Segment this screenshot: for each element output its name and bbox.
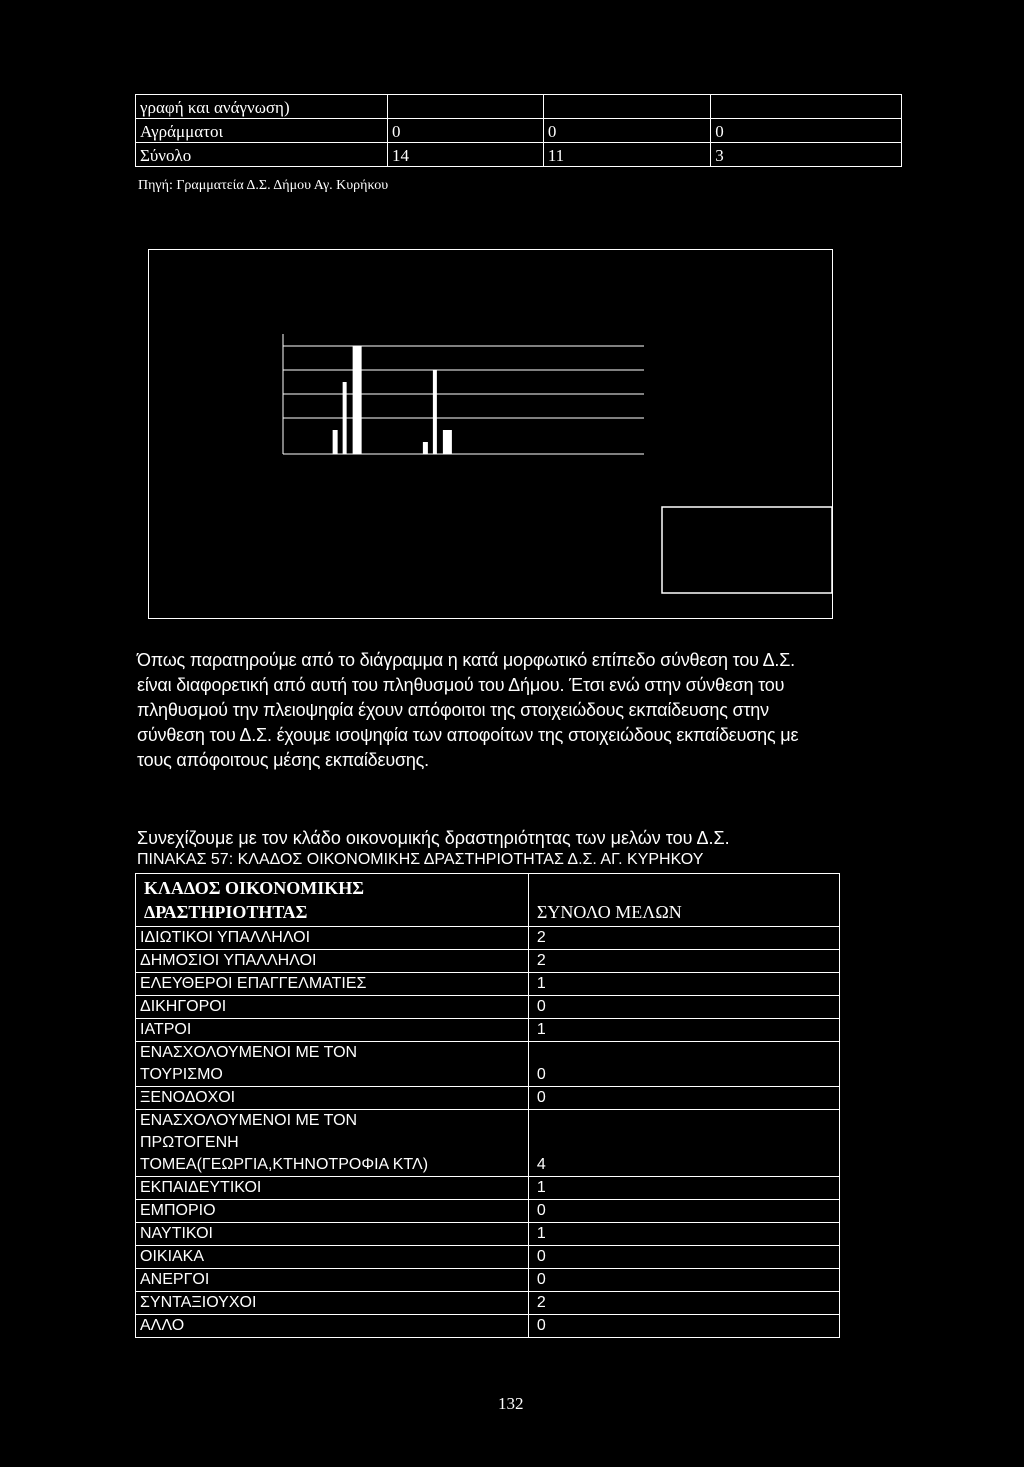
table-row — [136, 1019, 840, 1042]
chart-bar — [353, 346, 362, 454]
member-count: 1 — [528, 973, 839, 996]
paragraph-line: είναι διαφορετική από αυτή του πληθυσμού του Δήμου. Έτσι ενώ στην σύνθεση του — [137, 675, 785, 695]
row-label: Αγράμματοι — [136, 119, 388, 143]
header-activity-line1: ΚΛΑΔΟΣ ΟΙΚΟΝΟΜΙΚΗΣ — [144, 878, 365, 898]
activity-name-line: ΣΥΝΤΑΞΙΟΥΧΟΙ — [140, 1294, 257, 1311]
activity-name-line: ΙΑΤΡΟΙ — [140, 1021, 192, 1038]
activity-name — [136, 1200, 529, 1223]
activity-name-line: ΕΛΕΥΘΕΡΟΙ ΕΠΑΓΓΕΛΜΑΤΙΕΣ — [140, 975, 367, 992]
activity-name — [136, 1315, 529, 1338]
row-value: 14 — [388, 143, 544, 167]
table-row — [136, 1087, 840, 1110]
table-row — [136, 927, 840, 950]
activity-name-line: ΕΝΑΣΧΟΛΟΥΜΕΝΟΙ ΜΕ ΤΟΝ — [140, 1044, 358, 1061]
activity-name — [136, 1292, 529, 1315]
source-note: Πηγή: Γραμματεία Δ.Σ. Δήμου Αγ. Κυρήκου — [138, 178, 389, 193]
paragraph-line: τους απόφοιτους μέσης εκπαίδευσης. — [137, 750, 429, 770]
activity-name-line: ΑΛΛΟ — [140, 1317, 185, 1334]
table-row — [136, 1200, 840, 1223]
table-row — [136, 996, 840, 1019]
paragraph-line: πληθυσμού την πλειοψηφία έχουν απόφοιτοι της στοιχειώδους εκπαίδευσης στην — [137, 700, 769, 720]
activity-name — [136, 1019, 529, 1042]
table-row — [136, 1042, 840, 1087]
chart-bar — [443, 430, 452, 454]
activity-name — [136, 950, 529, 973]
activity-name-line: ΠΡΩΤΟΓΕΝΗ — [140, 1134, 239, 1151]
table-row — [136, 1110, 840, 1177]
table-header-row — [136, 874, 840, 927]
row-value: 11 — [543, 143, 710, 167]
activity-name — [136, 1246, 529, 1269]
row-value: 3 — [711, 143, 902, 167]
activity-name — [136, 1177, 529, 1200]
row-label: γραφή και ανάγνωση) — [136, 95, 388, 119]
member-count: 0 — [528, 1315, 839, 1338]
activity-name-line: ΤΟΥΡΙΣΜΟ — [140, 1066, 223, 1083]
activity-name-line: ΔΗΜΟΣΙΟΙ ΥΠΑΛΛΗΛΟΙ — [140, 952, 317, 969]
member-count: 2 — [528, 1292, 839, 1315]
page-number: 132 — [498, 1394, 524, 1413]
activity-name — [136, 1223, 529, 1246]
member-count: 2 — [528, 950, 839, 973]
row-value — [543, 95, 710, 119]
activity-name-line: ΤΟΜΕΑ(ΓΕΩΡΓΙΑ,ΚΤΗΝΟΤΡΟΦΙΑ ΚΤΛ) — [140, 1156, 429, 1173]
table-row — [136, 95, 902, 119]
member-count: 0 — [528, 1200, 839, 1223]
row-value — [711, 95, 902, 119]
member-count: 0 — [528, 1269, 839, 1292]
member-count: 0 — [528, 1246, 839, 1269]
paragraph-line: Όπως παρατηρούμε από το διάγραμμα η κατά μορφωτικό επίπεδο σύνθεση του Δ.Σ. — [137, 650, 795, 670]
member-count: 4 — [528, 1110, 839, 1177]
activity-name-line: ΞΕΝΟΔΟΧΟΙ — [140, 1089, 236, 1106]
table-row — [136, 1246, 840, 1269]
economic-activity-table — [135, 873, 840, 1338]
table-row — [136, 1269, 840, 1292]
activity-name-line: ΙΔΙΩΤΙΚΟΙ ΥΠΑΛΛΗΛΟΙ — [140, 929, 311, 946]
activity-name-line: ΝΑΥΤΙΚΟΙ — [140, 1225, 213, 1242]
activity-name-line: ΑΝΕΡΓΟΙ — [140, 1271, 210, 1288]
row-value: 0 — [388, 119, 544, 143]
education-chart — [148, 249, 833, 619]
paragraph-line: σύνθεση του Δ.Σ. έχουμε ισοψηφία των αποφοίτων της στοιχειώδους εκπαίδευσης με — [137, 725, 799, 745]
activity-name-line: ΕΝΑΣΧΟΛΟΥΜΕΝΟΙ ΜΕ ΤΟΝ — [140, 1112, 358, 1129]
table-row — [136, 950, 840, 973]
row-value — [388, 95, 544, 119]
education-table — [135, 94, 902, 167]
analysis-paragraph — [137, 648, 907, 773]
activity-name — [136, 1269, 529, 1292]
table-title: ΠΙΝΑΚΑΣ 57: ΚΛΑΔΟΣ ΟΙΚΟΝΟΜΙΚΗΣ ΔΡΑΣΤΗΡΙΟΤΗΤΑΣ Δ.Σ. ΑΓ. ΚΥΡΗΚΟΥ — [137, 851, 704, 868]
table-row — [136, 119, 902, 143]
activity-name — [136, 1042, 529, 1087]
table-row — [136, 1177, 840, 1200]
chart-plot — [149, 250, 834, 620]
table-row — [136, 143, 902, 167]
table-row — [136, 1315, 840, 1338]
activity-name-line: ΟΙΚΙΑΚΑ — [140, 1248, 205, 1265]
activity-name — [136, 1087, 529, 1110]
chart-bar — [343, 382, 347, 454]
activity-name — [136, 996, 529, 1019]
activity-name — [136, 973, 529, 996]
header-total: ΣΥΝΟΛΟ ΜΕΛΩΝ — [528, 874, 839, 927]
chart-legend — [662, 507, 832, 593]
activity-name — [136, 1110, 529, 1177]
activity-name-line: ΕΚΠΑΙΔΕΥΤΙΚΟΙ — [140, 1179, 262, 1196]
member-count: 1 — [528, 1177, 839, 1200]
member-count: 0 — [528, 1042, 839, 1087]
row-label: Σύνολο — [136, 143, 388, 167]
education-table-body — [136, 95, 902, 167]
chart-bar — [333, 430, 338, 454]
continue-text: Συνεχίζουμε με τον κλάδο οικονομικής δραστηριότητας των μελών του Δ.Σ. — [137, 828, 730, 848]
table-row — [136, 1292, 840, 1315]
member-count: 1 — [528, 1223, 839, 1246]
table-row — [136, 973, 840, 996]
member-count: 0 — [528, 1087, 839, 1110]
chart-bar — [433, 370, 437, 454]
activity-name — [136, 927, 529, 950]
activity-name-line: ΕΜΠΟΡΙΟ — [140, 1202, 216, 1219]
row-value: 0 — [543, 119, 710, 143]
member-count: 0 — [528, 996, 839, 1019]
table-row — [136, 1223, 840, 1246]
economic-activity-table-body — [136, 927, 840, 1338]
header-activity-line2: ΔΡΑΣΤΗΡΙΟΤΗΤΑΣ — [144, 902, 308, 922]
member-count: 1 — [528, 1019, 839, 1042]
activity-name-line: ΔΙΚΗΓΟΡΟΙ — [140, 998, 227, 1015]
header-activity — [136, 874, 529, 927]
member-count: 2 — [528, 927, 839, 950]
row-value: 0 — [711, 119, 902, 143]
chart-bar — [423, 442, 428, 454]
